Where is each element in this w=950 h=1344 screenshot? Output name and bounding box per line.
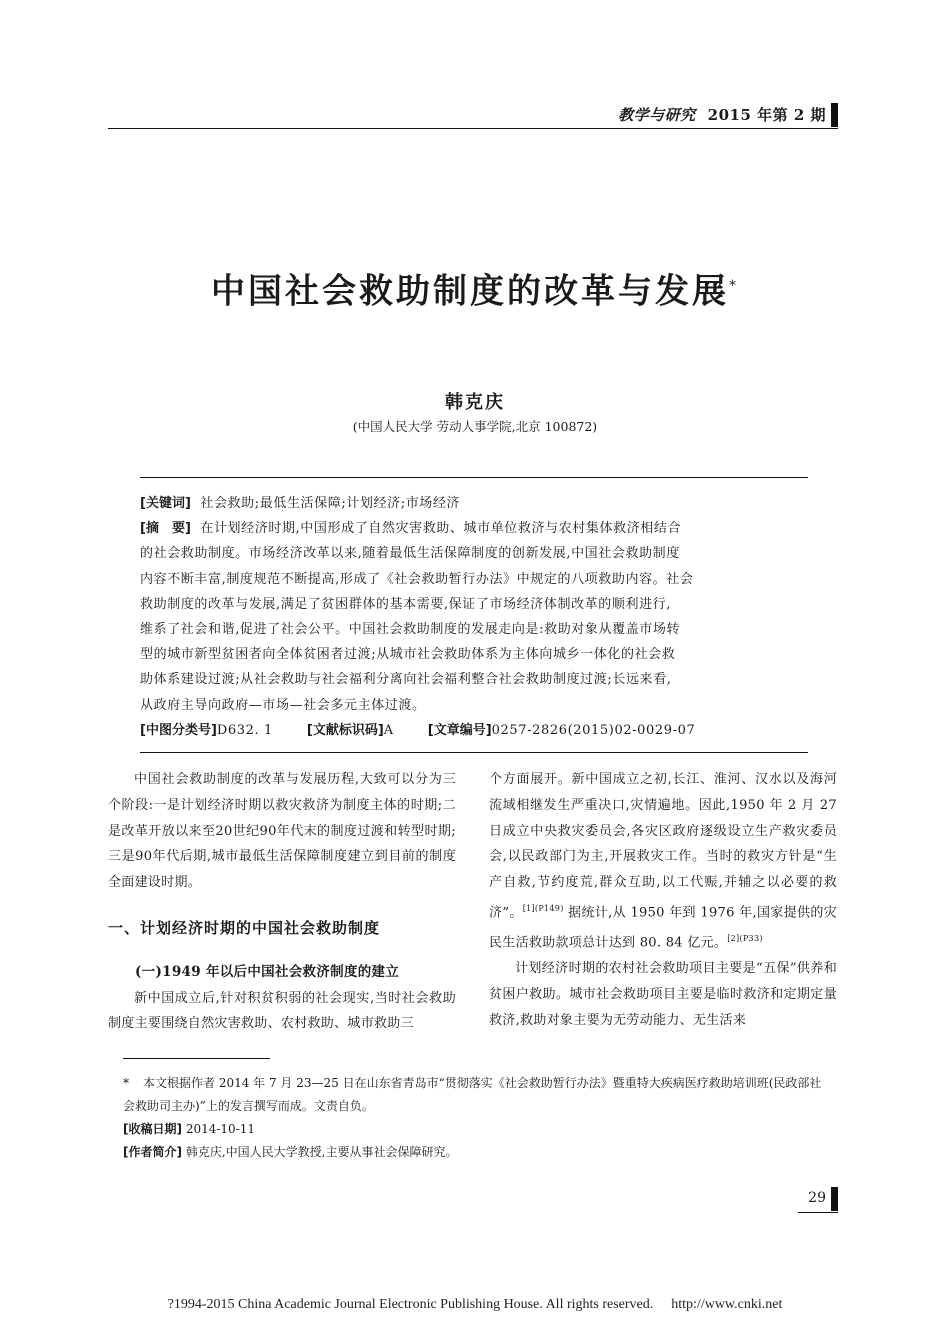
copyright-url: http://www.cnki.net <box>671 1297 783 1312</box>
bio-tag: [作者简介] <box>123 1145 182 1159</box>
body-right-column <box>489 767 837 1034</box>
body-paragraph: 计划经济时期的农村社会救助项目主要是“五保”供养和贫困户救助。城市社会救助项目主要是临时救济和定期定量救济,救助对象主要为无劳动能力、无生活来 <box>489 961 837 1028</box>
received-tag: [收稿日期] <box>123 1122 182 1136</box>
header-bar <box>831 103 838 127</box>
abstract-line <box>140 516 808 541</box>
abstract-line-6: 型的城市新型贫困者向全体贫困者过渡;从城市社会救助体系为主体向城乡一体化的社会救 <box>140 647 676 663</box>
keywords-text: 社会救助;最低生活保障;计划经济;市场经济 <box>200 496 461 511</box>
page-number-box <box>798 1187 838 1213</box>
abstract-line-4: 救助制度的改革与发展,满足了贫困群体的基本需要,保证了市场经济体制改革的顺利进行, <box>140 596 671 612</box>
running-header <box>108 103 838 129</box>
abstract-line-5: 维系了社会和谐,促进了社会公平。中国社会救助制度的发展走向是:救助对象从覆盖市场转 <box>140 622 681 638</box>
footnote-star <box>123 1072 823 1118</box>
body-paragraph: 新中国成立后,针对积贫积弱的社会现实,当时社会救助制度主要围绕自然灾害救助、农村救助、城市救助三 <box>108 990 456 1032</box>
author-name: 韩克庆 <box>445 392 505 413</box>
received-date: 2014-10-11 <box>185 1122 255 1136</box>
body-left-column <box>108 767 456 1037</box>
article-title <box>0 262 950 315</box>
title-text: 中国社会救助制度的改革与发展 <box>211 271 729 312</box>
page-number-rule <box>798 1212 838 1213</box>
intro-paragraph: 中国社会救助制度的改革与发展历程,大致可以分为三个阶段:一是计划经济时期以救灾救济为制度主体的时期;二是改革开放以来至20世纪90年代末的制度过渡和转型时期;三是90年代后期,城市最低生活保障制度建立到目前的制度全面建设时期。 <box>108 772 456 891</box>
abstract-line-1: 在计划经济时期,中国形成了自然灾害救助、城市单位救济与农村集体救济相结合 <box>200 521 682 537</box>
abstract-line-8: 从政府主导向政府—市场—社会多元主体过渡。 <box>140 697 426 713</box>
header-rule <box>108 128 838 129</box>
issue-number: 2015 年第 2 期 <box>707 106 826 124</box>
continued-paragraph <box>489 767 837 956</box>
abstract-tag: [摘 要] <box>140 521 191 537</box>
footnote-note-text: 本文根据作者 2014 年 7 月 23—25 日在山东省青岛市“贯彻落实《社会救助暂行办法》暨重特大疾病医疗救助培训班(民政部社会救助司主办)”上的发言撰写而成。文责自负。 <box>123 1076 822 1113</box>
abstract-top-rule <box>140 477 808 478</box>
title-footnote-mark: * <box>729 278 739 294</box>
abstract-block <box>140 491 808 743</box>
article-no-tag: [文章编号] <box>427 722 492 738</box>
doc-code-tag: [文献标识码] <box>306 722 384 738</box>
journal-name: 教学与研究 <box>618 106 696 124</box>
classification-value: D632. 1 <box>216 722 273 738</box>
classification-tag: [中图分类号] <box>140 722 217 738</box>
subsection-heading: (一)1949 年以后中国社会救济制度的建立 <box>135 963 400 980</box>
received-date-line <box>123 1118 823 1141</box>
copyright-footer <box>0 1297 950 1313</box>
copyright-text: ?1994-2015 China Academic Journal Electronic Publishing House. All rights reserved. <box>167 1297 654 1312</box>
journal-issue <box>618 103 826 127</box>
page-number: 29 <box>808 1190 826 1206</box>
footnotes <box>123 1072 823 1164</box>
section-heading: 一、计划经济时期的中国社会救助制度 <box>108 918 381 937</box>
abstract-line-3: 内容不断丰富,制度规范不断提高,形成了《社会救助暂行办法》中规定的八项救助内容。社会 <box>140 571 694 587</box>
page-number-bar <box>831 1187 838 1211</box>
article-no-item <box>428 718 696 743</box>
article-no-value: 0257-2826(2015)02-0029-07 <box>491 722 696 738</box>
footnote-star-mark: * <box>123 1076 129 1090</box>
keywords-tag: [关键词] <box>140 496 191 511</box>
citation-ref: [1](P149) <box>522 903 564 913</box>
classification-item <box>140 718 273 743</box>
author-bio: 韩克庆,中国人民大学教授,主要从事社会保障研究。 <box>185 1145 458 1159</box>
doc-code-value: A <box>383 722 394 738</box>
classification-line <box>140 718 808 743</box>
author-bio-line <box>123 1141 823 1164</box>
abstract-bottom-rule <box>140 752 808 753</box>
author-affiliation: (中国人民大学 劳动人事学院,北京 100872) <box>352 419 598 434</box>
footnote-rule <box>123 1058 270 1059</box>
keywords-line <box>140 491 808 516</box>
continued-text-b: 据统计,从 1950 年到 1976 年,国家提供的灾民生活救助款项总计达到 80. 84 亿元。 <box>489 905 837 951</box>
doc-code-item <box>307 718 394 743</box>
abstract-line-2: 的社会救助制度。市场经济改革以来,随着最低生活保障制度的创新发展,中国社会救助制度 <box>140 546 680 562</box>
citation-ref: [2](P33) <box>727 934 763 944</box>
continued-text-a: 个方面展开。新中国成立之初,长江、淮河、汉水以及海河流域相继发生严重决口,灾情遍地。因此,1950 年 2 月 27 日成立中央救灾委员会,各灾区政府逐级设立生产救灾委员会,以民政部门为主,开展救灾工作。当时的救灾方针是“生产自救,节约度荒,群众互助,以工代赈,并辅之以必要的救济”。 <box>489 772 837 921</box>
abstract-line-7: 助体系建设过渡;从社会救助与社会福利分离向社会福利整合社会救助制度过渡;长远来看, <box>140 672 672 688</box>
